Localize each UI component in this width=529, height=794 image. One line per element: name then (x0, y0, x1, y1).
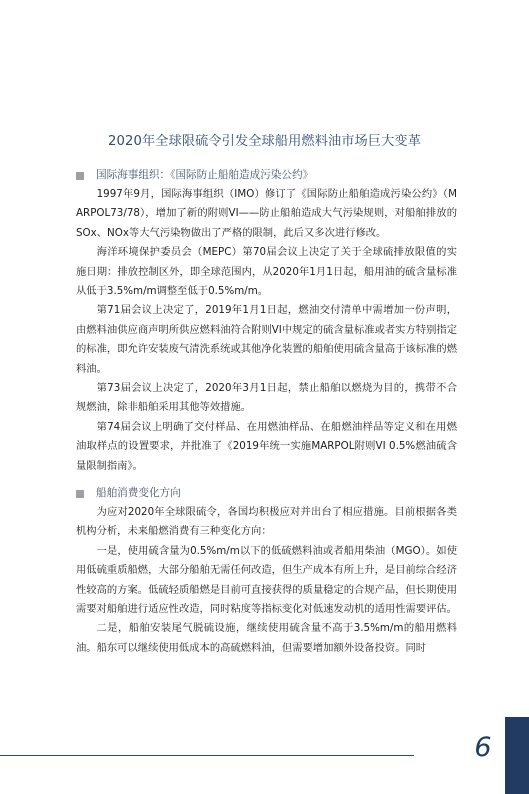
section-heading-text: 船舶消费变化方向 (96, 487, 181, 499)
page-number: 6 (474, 732, 492, 763)
square-bullet-icon (76, 490, 84, 498)
section-imo-regulation (76, 166, 457, 476)
section-heading-text: 国际海事组织：《国际防止船舶造成污染公约》 (96, 169, 314, 181)
section-heading (76, 166, 457, 185)
section-fuel-consumption (76, 484, 457, 658)
paragraph: 1997年9月，国际海事组织（IMO）修订了《国际防止船舶造成污染公约》（MARPOL73/78），增加了新的附则VI——防止船舶造成大气污染规则，对船舶排放的SOx、NOx等大气污染物做出了严格的限制，此后又多次进行修改。 (76, 188, 457, 239)
page-title: 2020年全球限硫令引发全球船用燃料油市场巨大变革 (108, 134, 421, 149)
paragraph: 一是，使用硫含量为0.5%m/m以下的低硫燃料油或者船用柴油（MGO）。如使用低硫重质船燃，大部分船舶无需任何改造，但生产成本有所上升，是目前综合经济性较高的方案。低硫轻质船燃是目前可直接获得的质量稳定的合规产品，但长期使用需要对船舶进行适应性改造，同时粘度等指标变化对低速发动机的适用性需要评估。 (76, 544, 457, 616)
paragraph: 第73届会议上决定了，2020年3月1日起，禁止船舶以燃烧为目的，携带不合规燃油，除非船舶采用其他等效措施。 (76, 382, 457, 414)
page-edge-tab (505, 717, 529, 794)
paragraph: 第74届会议上明确了交付样品、在用燃油样品、在船燃油样品等定义和在用燃油取样点的设置要求，并批准了《2019年统一实施MARPOL附则VI 0.5%燃油硫含量限制指南》。 (76, 420, 457, 472)
section-heading (76, 484, 457, 503)
paragraph: 为应对2020年全球限硫令，各国均积极应对并出台了相应措施。目前根据各类机构分析，未来船燃消费有三种变化方向： (76, 506, 457, 538)
footer-divider (0, 755, 414, 756)
paragraph: 第71届会议上决定了，2019年1月1日起，燃油交付清单中需增加一份声明，由燃料油供应商声明所供应燃料油符合附则VI中规定的硫含量标准或者实方特别指定的标准，即允许安装废气清洗系统或其他净化装置的船舶使用硫含量高于该标准的燃料油。 (76, 304, 457, 375)
square-bullet-icon (76, 172, 84, 180)
paragraph: 二是，船舶安装尾气脱硫设施，继续使用硫含量不高于3.5%m/m的船用燃料油。船东可以继续使用低成本的高硫燃料油，但需要增加额外设备投资。同时 (76, 622, 457, 654)
paragraph: 海洋环境保护委员会（MEPC）第70届会议上决定了关于全球硫排放限值的实施日期：排放控制区外，即全球范围内，从2020年1月1日起，船用油的硫含量标准从低于3.5%m/m调整至低于0.5%m/m。 (76, 246, 457, 298)
